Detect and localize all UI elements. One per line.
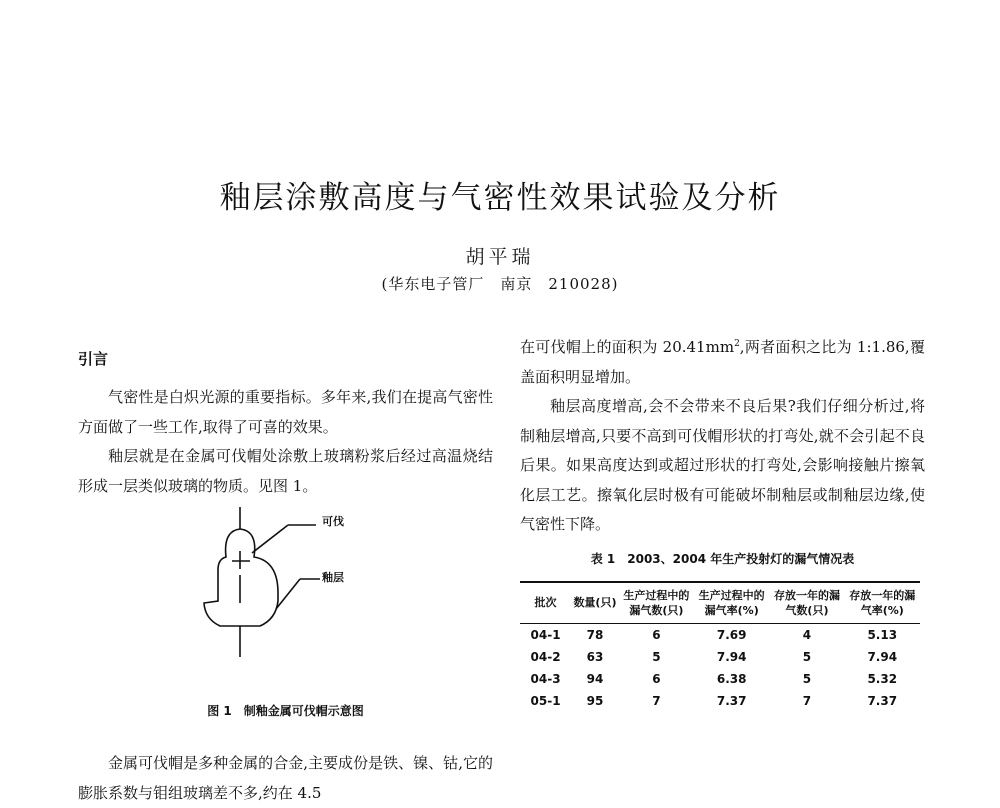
- left-column: [78, 340, 493, 808]
- cell-production-leak-count: 6: [652, 671, 661, 686]
- glaze-height-paragraph: 釉层高度增高,会不会带来不良后果?我们仔细分析过,将制釉层增高,只要不高到可伐帽形状的打弯处,就不会引起不良后果。如果高度达到或超过形状的打弯处,会影响接触片擦氧化层工艺。擦氧化层时极有可能破坏制釉层或制釉层边缘,使气密性下降。: [520, 397, 925, 533]
- area-text-pre: 在可伐帽上的面积为 20.41mm: [520, 338, 735, 356]
- section-heading-introduction: 引言: [78, 350, 109, 368]
- author-name: 胡平瑞: [465, 246, 535, 268]
- cell-production-leak-rate: 7.37: [716, 693, 747, 708]
- table-1-caption: 表 1 2003、2004 年生产投射灯的漏气情况表: [590, 551, 855, 566]
- header-quantity: 数量(只): [573, 596, 617, 609]
- kovar-leader-line: [252, 525, 288, 553]
- cell-production-leak-rate: 7.69: [716, 627, 747, 642]
- label-glaze-layer: 釉层: [322, 571, 344, 584]
- header-production-leak-rate: 生产过程中的漏气率(%): [698, 588, 765, 617]
- cell-storage-leak-rate: 7.94: [867, 649, 898, 664]
- figure-1-caption: 图 1 制釉金属可伐帽示意图: [207, 704, 364, 718]
- cell-storage-leak-count: 7: [802, 693, 812, 708]
- cell-production-leak-count: 6: [652, 627, 661, 642]
- table-header-row: [520, 582, 920, 624]
- area-unit-superscript: 2: [734, 339, 740, 349]
- table-row: [520, 690, 920, 712]
- header-storage-leak-rate: 存放一年的漏气率(%): [849, 588, 916, 617]
- cell-quantity: 94: [586, 671, 604, 686]
- table-row: [520, 623, 920, 646]
- cell-production-leak-rate: 7.94: [716, 649, 747, 664]
- cap-outline: [204, 529, 278, 626]
- figure-1-kovar-cap-diagram: [78, 507, 493, 702]
- cell-quantity: 78: [586, 627, 604, 642]
- paper-title: 釉层涂敷高度与气密性效果试验及分析: [219, 180, 781, 216]
- header-production-leak-count: 生产过程中的漏气数(只): [623, 588, 690, 617]
- area-text-post: ,两者面积之比为 1:1.86,覆盖面积明显增加。: [520, 338, 925, 386]
- cell-storage-leak-rate: 5.13: [867, 627, 898, 642]
- header-storage-leak-count: 存放一年的漏气数(只): [773, 588, 840, 617]
- cell-storage-leak-rate: 5.32: [867, 671, 898, 686]
- cell-production-leak-count: 7: [652, 693, 661, 708]
- table-row: [520, 646, 920, 668]
- cell-production-leak-count: 5: [652, 649, 661, 664]
- header-batch: 批次: [534, 596, 557, 609]
- area-ratio-paragraph: [520, 330, 925, 392]
- cell-quantity: 95: [586, 693, 604, 708]
- glaze-leader-line: [276, 579, 300, 609]
- label-kovar: 可伐: [322, 515, 344, 528]
- cell-batch: 04-2: [530, 649, 561, 664]
- cell-quantity: 63: [586, 649, 604, 664]
- author-affiliation: (华东电子管厂 南京 210028): [381, 275, 619, 293]
- cell-batch: 04-3: [530, 671, 561, 686]
- cell-batch: 04-1: [530, 627, 561, 642]
- intro-paragraph-2: 釉层就是在金属可伐帽处涂敷上玻璃粉浆后经过高温烧结形成一层类似玻璃的物质。见图 1。: [78, 447, 493, 495]
- cell-batch: 05-1: [530, 693, 561, 708]
- right-column: [520, 330, 925, 712]
- cell-storage-leak-count: 4: [802, 627, 812, 642]
- cell-storage-leak-count: 5: [802, 671, 812, 686]
- cell-production-leak-rate: 6.38: [716, 671, 747, 686]
- intro-paragraph-1: 气密性是白炽光源的重要指标。多年来,我们在提高气密性方面做了一些工作,取得了可喜的效果。: [78, 388, 493, 436]
- table-row: [520, 668, 920, 690]
- table-1-leakage: [520, 581, 920, 712]
- cell-storage-leak-rate: 7.37: [867, 693, 898, 708]
- intro-paragraph-3: 金属可伐帽是多种金属的合金,主要成份是铁、镍、钴,它的膨胀系数与钼组玻璃差不多,约在 4.5: [78, 754, 493, 802]
- kovar-cap-drawing: [78, 507, 493, 702]
- cell-storage-leak-count: 5: [802, 649, 812, 664]
